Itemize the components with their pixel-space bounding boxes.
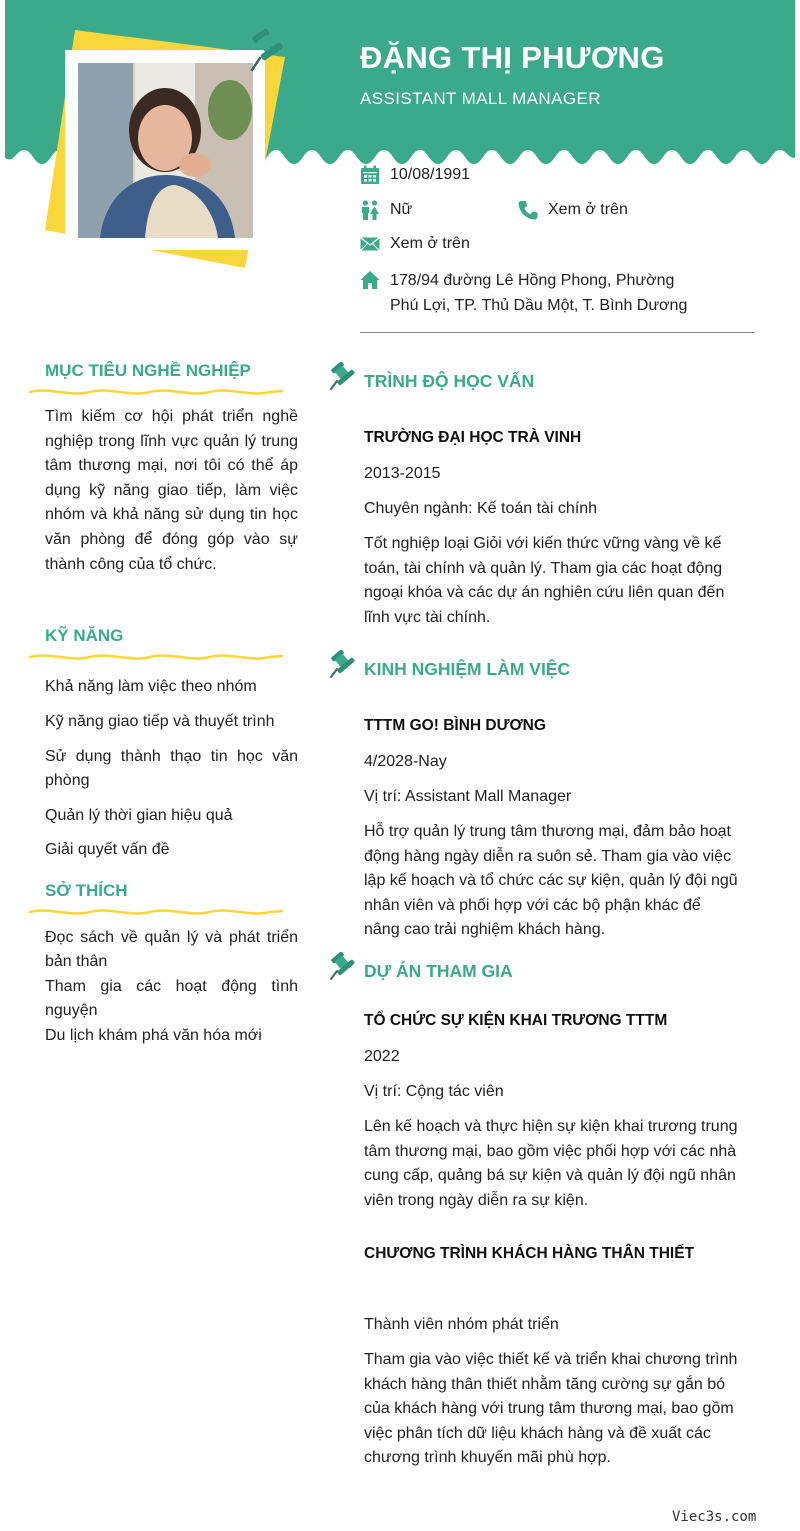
skill-item: Quản lý thời gian hiệu quả [45,807,233,824]
email-value[interactable]: Xem ở trên [390,235,470,252]
job-title: ASSISTANT MALL MANAGER [360,89,601,108]
gender-row [360,201,412,220]
pushpin-icon [328,362,356,390]
address-line2: Phú Lợi, TP. Thủ Dầu Một, T. Bình Dương [390,297,688,314]
project-role: Vị trí: Cộng tác viên [364,1083,504,1100]
project-title: TỔ CHỨC SỰ KIỆN KHAI TRƯƠNG TTTM [364,1012,668,1029]
hobby-item: Tham gia các hoạt động tình nguyện [45,977,298,1020]
education-major: Chuyên ngành: Kế toán tài chính [364,500,598,517]
hobbies-list [45,926,298,1048]
project-role: Thành viên nhóm phát triển [364,1316,559,1333]
home-icon [360,270,380,290]
gender-value: Nữ [390,201,413,218]
experience-company: TTTM GO! BÌNH DƯƠNG [364,717,546,734]
skill-item: Sử dụng thành thạo tin học văn phòng [45,748,298,790]
phone-value[interactable]: Xem ở trên [548,201,628,218]
heading-wave-divider [28,906,284,918]
education-description: Tốt nghiệp loại Giỏi với kiến thức vững vàng về kế toán, tài chính và quản lý. Tham gia các hoạt động ngoại khóa và các dự án nghiên cứu liên quan đến lĩnh vực tài chính. [364,535,725,626]
experience-description: Hỗ trợ quản lý trung tâm thương mại, đảm bảo hoạt động hàng ngày diễn ra suôn sẻ. Tham gia vào việc lập kế hoạch và tổ chức các sự kiện, quản lý đội ngũ nhân viên và phối hợp với các bộ phận khác để nâng cao trải nghiệm khách hàng. [364,823,738,939]
project-year: 2022 [364,1048,400,1065]
email-icon [360,234,380,254]
pushpin-icon [328,952,356,980]
phone-icon [518,200,538,220]
skill-item: Kỹ năng giao tiếp và thuyết trình [45,713,275,730]
hobbies-heading: SỞ THÍCH [45,881,128,900]
pushpin-icon [328,650,356,678]
skill-item: Giải quyết vấn đề [45,841,170,858]
address-line1: 178/94 đường Lê Hồng Phong, Phường [390,272,675,289]
avatar [78,63,253,238]
gender-icon [360,200,380,220]
skill-item: Khả năng làm việc theo nhóm [45,678,257,695]
experience-period: 4/2028-Nay [364,753,447,770]
birthday-row [360,166,470,185]
project-description: Lên kế hoạch và thực hiện sự kiện khai trương trung tâm thương mại, bao gồm việc phối hợp với các nhà cung cấp, quảng bá sự kiện và quản lý đội ngũ nhân viên trong ngày diễn ra sự kiện. [364,1118,738,1209]
watermark: Viec3s.com [672,1509,757,1525]
education-heading: TRÌNH ĐỘ HỌC VẤN [364,371,535,391]
address-row [360,268,687,318]
objective-heading: MỤC TIÊU NGHỀ NGHIỆP [45,361,251,380]
hobby-item: Du lịch khám phá văn hóa mới [45,1026,262,1044]
phone-row [518,201,628,220]
contact-divider [360,332,755,333]
candidate-name: ĐẶNG THỊ PHƯƠNG [360,40,665,75]
education-period: 2013-2015 [364,465,441,482]
education-school: TRƯỜNG ĐẠI HỌC TRÀ VINH [364,429,582,446]
birthday-value: 10/08/1991 [390,166,471,183]
experience-position: Vị trí: Assistant Mall Manager [364,788,572,805]
skills-heading: KỸ NĂNG [45,626,124,645]
experience-heading: KINH NGHIỆM LÀM VIỆC [364,659,571,679]
project-title: CHƯƠNG TRÌNH KHÁCH HÀNG THÂN THIẾT [364,1245,695,1262]
calendar-icon [360,165,380,185]
project-description: Tham gia vào việc thiết kế và triển khai chương trình khách hàng thân thiết nhằm tăng cường sự gắn bó của khách hàng với trung tâm thương mại, bao gồm việc phân tích dữ liệu khách hàng và đề xuất các chương trình khuyến mãi phù hợp. [364,1351,738,1467]
objective-text: Tìm kiếm cơ hội phát triển nghề nghiệp trong lĩnh vực quản lý trung tâm thương mại, nơi tôi có thể áp dụng kỹ năng giao tiếp, làm việc nhóm và khả năng sử dụng tin học văn phòng để đóng góp vào sự thành công của tổ chức. [45,408,298,573]
pushpin-icon [248,26,288,72]
email-row [360,235,470,254]
heading-wave-divider [28,386,284,398]
hobby-item: Đọc sách về quản lý và phát triển bản thân [45,929,298,971]
heading-wave-divider [28,651,284,663]
projects-heading: DỰ ÁN THAM GIA [364,961,513,981]
